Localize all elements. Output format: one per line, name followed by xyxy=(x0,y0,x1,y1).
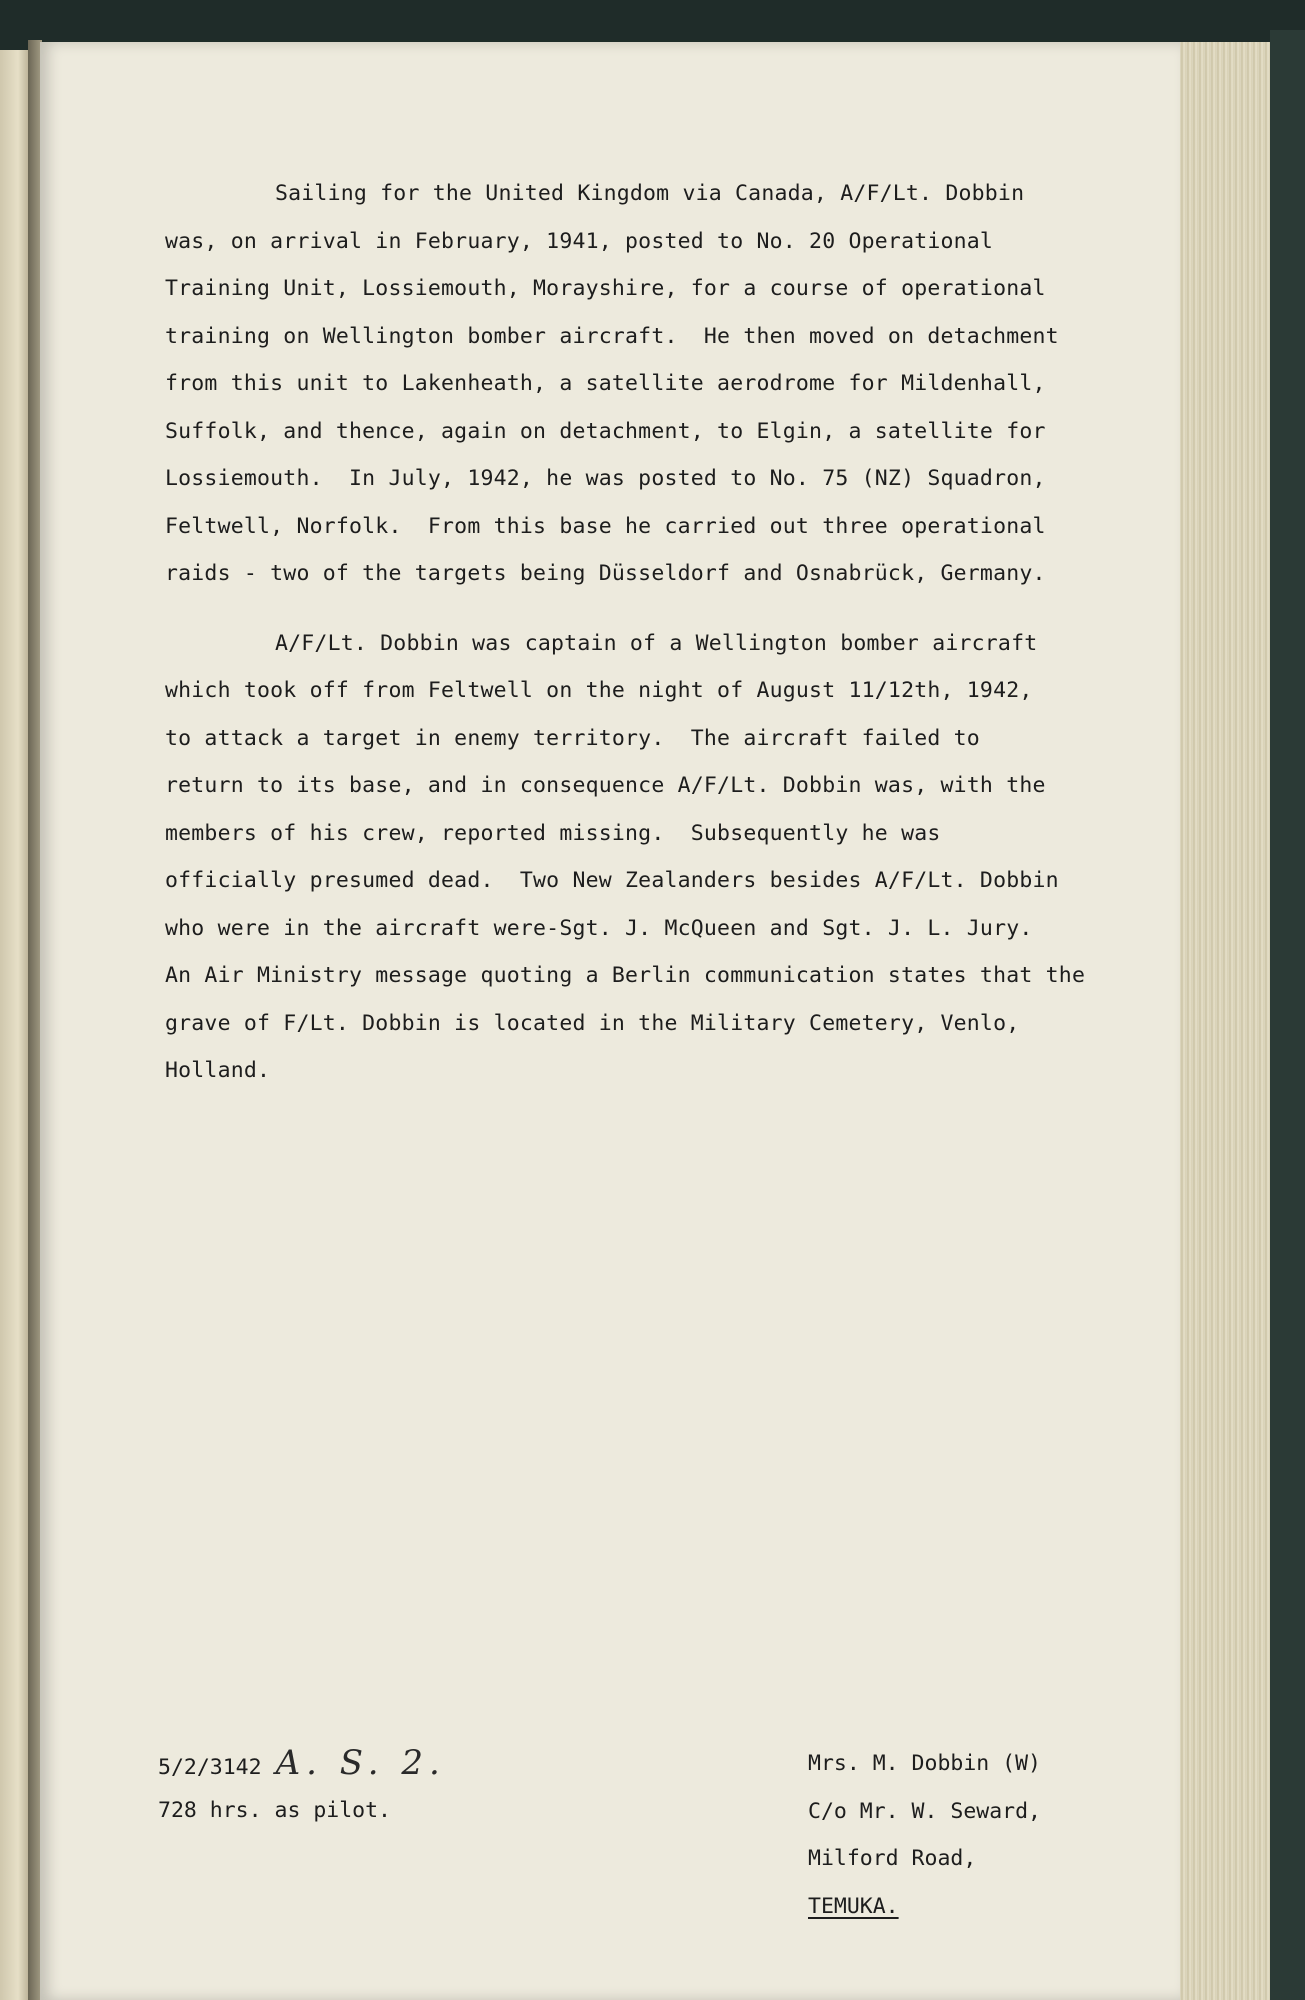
file-reference-block xyxy=(158,1740,446,1835)
flying-hours: 728 hrs. as pilot. xyxy=(158,1798,391,1823)
text-line: who were in the aircraft were-Sgt. J. McQueen and Sgt. J. L. Jury. xyxy=(165,915,1033,941)
paragraph-1 xyxy=(165,170,1165,598)
text-line: officially presumed dead. Two New Zealanders besides A/F/Lt. Dobbin xyxy=(165,868,1059,893)
text-line: Suffolk, and thence, again on detachment, to Elgin, a satellite for xyxy=(165,418,1046,444)
address-line: Mrs. M. Dobbin (W) xyxy=(808,1751,1041,1776)
text-line: to attack a target in enemy territory. The aircraft failed to xyxy=(165,725,980,751)
paragraph-gap xyxy=(165,598,1165,620)
book-cover-edge xyxy=(1270,30,1305,2000)
text-line: grave of F/Lt. Dobbin is located in the Military Cemetery, Venlo, xyxy=(165,1010,1020,1036)
text-line: training on Wellington bomber aircraft. He then moved on detachment xyxy=(165,323,1059,349)
text-line: raids - two of the targets being Düsseldorf and Osnabrück, Germany. xyxy=(165,561,1046,586)
text-line: Training Unit, Lossiemouth, Morayshire, for a course of operational xyxy=(165,276,1046,301)
text-line: Lossiemouth. In July, 1942, he was posted to No. 75 (NZ) Squadron, xyxy=(165,466,1046,491)
file-reference-number: 5/2/3142 xyxy=(158,1755,262,1780)
address-town-text: TEMUKA. xyxy=(808,1893,899,1919)
text-line: members of his crew, reported missing. Subsequently he was xyxy=(165,820,941,846)
address-town xyxy=(808,1883,1041,1931)
left-page-edge xyxy=(0,50,30,2000)
text-line: Holland. xyxy=(165,1058,271,1083)
body-text xyxy=(165,170,1165,1095)
page-stack-edge xyxy=(1180,42,1275,2000)
text-line: Feltwell, Norfolk. From this base he carried out three operational xyxy=(165,513,1046,539)
text-line: return to its base, and in consequence A/F/Lt. Dobbin was, with the xyxy=(165,773,1046,798)
text-line: from this unit to Lakenheath, a satellite aerodrome for Mildenhall, xyxy=(165,371,1046,396)
file-reference-row xyxy=(158,1740,446,1787)
text-line: A/F/Lt. Dobbin was captain of a Wellington bomber aircraft xyxy=(275,630,1038,656)
text-line: An Air Ministry message quoting a Berlin communication states that the xyxy=(165,963,1086,988)
address-line: Milford Road, xyxy=(808,1846,977,1871)
text-line: Sailing for the United Kingdom via Canada, A/F/Lt. Dobbin xyxy=(275,181,1025,206)
paragraph-2 xyxy=(165,620,1165,1095)
address-line: C/o Mr. W. Seward, xyxy=(808,1798,1041,1824)
text-line: which took off from Feltwell on the night of August 11/12th, 1942, xyxy=(165,678,1033,703)
text-line: was, on arrival in February, 1941, posted to No. 20 Operational xyxy=(165,228,994,254)
handwritten-note: A. S. 2. xyxy=(275,1743,446,1783)
next-of-kin-address xyxy=(808,1740,1041,1930)
